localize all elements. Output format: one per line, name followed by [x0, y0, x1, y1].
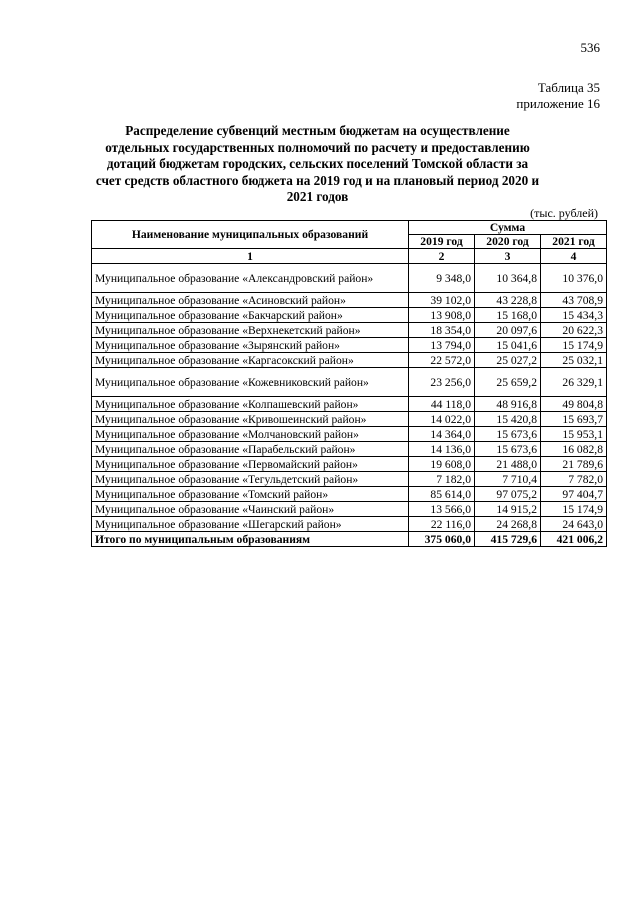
value-2021: 15 174,9	[541, 502, 607, 517]
value-2021: 10 376,0	[541, 264, 607, 293]
table-row	[92, 517, 607, 532]
municipality-name: Муниципальное образование «Чаинский район»	[92, 502, 409, 517]
value-2021: 20 622,3	[541, 323, 607, 338]
value-2019: 19 608,0	[409, 457, 475, 472]
value-2020: 7 710,4	[475, 472, 541, 487]
header-sum: Сумма	[409, 221, 607, 235]
total-2020: 415 729,6	[475, 532, 541, 547]
value-2019: 9 348,0	[409, 264, 475, 293]
municipality-name: Муниципальное образование «Колпашевский район»	[92, 397, 409, 412]
header-year-2020: 2020 год	[475, 235, 541, 249]
value-2020: 15 420,8	[475, 412, 541, 427]
total-label: Итого по муниципальным образованиям	[92, 532, 409, 547]
municipality-name: Муниципальное образование «Шегарский район»	[92, 517, 409, 532]
table-row	[92, 412, 607, 427]
value-2021: 16 082,8	[541, 442, 607, 457]
value-2019: 14 022,0	[409, 412, 475, 427]
value-2019: 22 116,0	[409, 517, 475, 532]
value-2021: 7 782,0	[541, 472, 607, 487]
column-numbering-row	[92, 249, 607, 264]
table-number: Таблица 35	[537, 80, 600, 95]
municipality-name: Муниципальное образование «Каргасокский район»	[92, 353, 409, 368]
subvention-table	[91, 220, 607, 547]
column-number: 2	[409, 249, 475, 264]
value-2021: 21 789,6	[541, 457, 607, 472]
header-year-2019: 2019 год	[409, 235, 475, 249]
table-row	[92, 397, 607, 412]
value-2021: 15 434,3	[541, 308, 607, 323]
document-title: Распределение субвенций местным бюджетам на осуществление отдельных государственных полномочий по расчету и предоставлению дотаций бюджетам городских, сельских поселений Томской области за счет средств областного бюджета на 2019 год и на плановый период 2020 и 2021 годов	[95, 123, 540, 204]
appendix-number: приложение 16	[516, 96, 600, 111]
table-row	[92, 427, 607, 442]
page-number: 536	[580, 40, 600, 55]
units-label: (тыс. рублей)	[530, 206, 598, 220]
table-row	[92, 457, 607, 472]
value-2021: 15 953,1	[541, 427, 607, 442]
value-2019: 13 566,0	[409, 502, 475, 517]
municipality-name: Муниципальное образование «Асиновский район»	[92, 293, 409, 308]
table-row	[92, 353, 607, 368]
column-number: 4	[541, 249, 607, 264]
value-2019: 7 182,0	[409, 472, 475, 487]
value-2020: 25 027,2	[475, 353, 541, 368]
table-row	[92, 502, 607, 517]
table-row	[92, 442, 607, 457]
municipality-name: Муниципальное образование «Томский район»	[92, 487, 409, 502]
value-2019: 13 908,0	[409, 308, 475, 323]
municipality-name: Муниципальное образование «Кожевниковский район»	[92, 368, 409, 397]
table-row	[92, 472, 607, 487]
value-2021: 26 329,1	[541, 368, 607, 397]
table-row	[92, 368, 607, 397]
value-2019: 18 354,0	[409, 323, 475, 338]
value-2019: 85 614,0	[409, 487, 475, 502]
header-name: Наименование муниципальных образований	[92, 221, 409, 249]
table-row	[92, 264, 607, 293]
table-row	[92, 293, 607, 308]
value-2019: 13 794,0	[409, 338, 475, 353]
value-2021: 15 174,9	[541, 338, 607, 353]
total-2019: 375 060,0	[409, 532, 475, 547]
municipality-name: Муниципальное образование «Парабельский район»	[92, 442, 409, 457]
table-row	[92, 308, 607, 323]
municipality-name: Муниципальное образование «Тегульдетский район»	[92, 472, 409, 487]
municipality-name: Муниципальное образование «Верхнекетский район»	[92, 323, 409, 338]
value-2021: 15 693,7	[541, 412, 607, 427]
value-2020: 15 168,0	[475, 308, 541, 323]
value-2021: 97 404,7	[541, 487, 607, 502]
value-2020: 48 916,8	[475, 397, 541, 412]
value-2019: 14 136,0	[409, 442, 475, 457]
municipality-name: Муниципальное образование «Первомайский район»	[92, 457, 409, 472]
column-number: 1	[92, 249, 409, 264]
table-row	[92, 338, 607, 353]
value-2020: 24 268,8	[475, 517, 541, 532]
value-2021: 49 804,8	[541, 397, 607, 412]
value-2021: 24 643,0	[541, 517, 607, 532]
value-2020: 43 228,8	[475, 293, 541, 308]
value-2019: 44 118,0	[409, 397, 475, 412]
value-2020: 14 915,2	[475, 502, 541, 517]
municipality-name: Муниципальное образование «Зырянский район»	[92, 338, 409, 353]
municipality-name: Муниципальное образование «Бакчарский район»	[92, 308, 409, 323]
municipality-name: Муниципальное образование «Александровский район»	[92, 264, 409, 293]
value-2019: 14 364,0	[409, 427, 475, 442]
value-2020: 21 488,0	[475, 457, 541, 472]
value-2020: 15 041,6	[475, 338, 541, 353]
municipality-name: Муниципальное образование «Кривошеинский район»	[92, 412, 409, 427]
value-2020: 15 673,6	[475, 427, 541, 442]
value-2020: 20 097,6	[475, 323, 541, 338]
column-number: 3	[475, 249, 541, 264]
table-row	[92, 323, 607, 338]
value-2020: 15 673,6	[475, 442, 541, 457]
total-2021: 421 006,2	[541, 532, 607, 547]
header-year-2021: 2021 год	[541, 235, 607, 249]
value-2020: 97 075,2	[475, 487, 541, 502]
value-2020: 10 364,8	[475, 264, 541, 293]
value-2019: 39 102,0	[409, 293, 475, 308]
value-2021: 43 708,9	[541, 293, 607, 308]
value-2020: 25 659,2	[475, 368, 541, 397]
table-row	[92, 487, 607, 502]
total-row	[92, 532, 607, 547]
value-2021: 25 032,1	[541, 353, 607, 368]
municipality-name: Муниципальное образование «Молчановский район»	[92, 427, 409, 442]
value-2019: 22 572,0	[409, 353, 475, 368]
value-2019: 23 256,0	[409, 368, 475, 397]
table-reference	[516, 80, 600, 112]
